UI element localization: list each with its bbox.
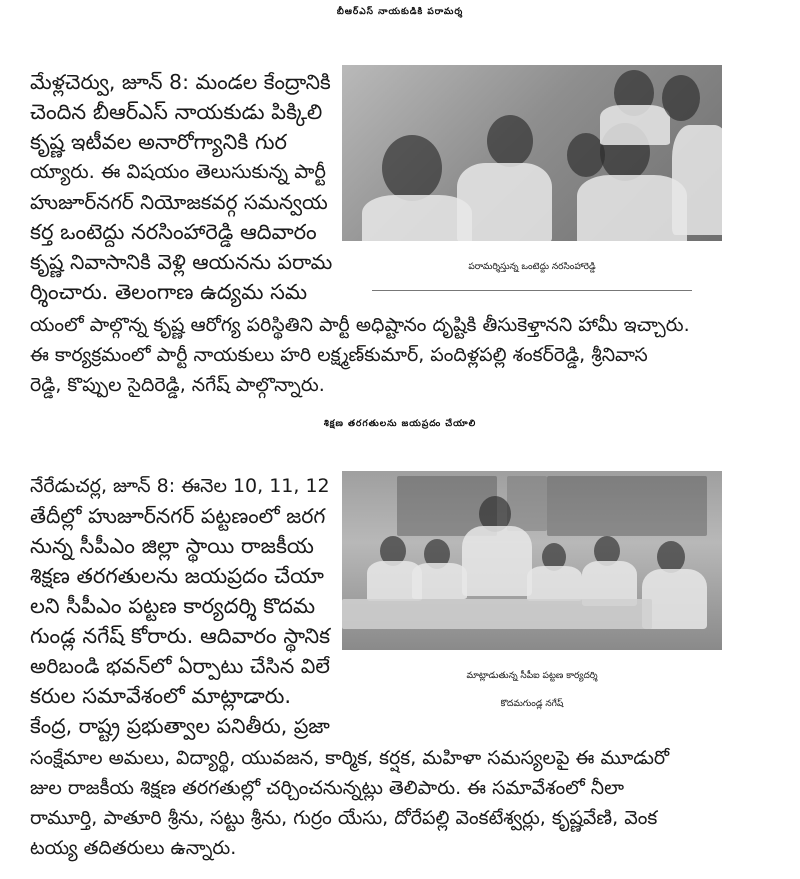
article1-line: కృష్ణ నివాసానికి వెళ్లి ఆయనను పరామ bbox=[30, 250, 333, 274]
article2-photo-caption-line1: మాట్లాడుతున్న సీపీఐ పట్టణ కార్యదర్శి bbox=[466, 671, 598, 681]
article2-line: జుల రాజకీయ శిక్షణ తరగతుల్లో చర్చించనున్నట్లు తెలిపారు. ఈ సమావేశంలో నీలా bbox=[30, 777, 625, 799]
article2-headline: శిక్షణ తరగతులను జయప్రదం చేయాలి bbox=[323, 419, 477, 429]
article1-line: య్యారు. ఈ విషయం తెలుసుకున్న పార్టీ bbox=[30, 160, 326, 183]
article2-line: అరిబండి భవన్‌లో ఏర్పాటు చేసిన విలే bbox=[30, 654, 330, 678]
article1-line: హుజూర్‌నగర్ నియోజకవర్గ సమన్వయ bbox=[30, 190, 328, 214]
article2-line: తేదీల్లో హుజూర్‌నగర్ పట్టణంలో జరగ bbox=[30, 504, 326, 528]
article2-line: సంక్షేమాల అమలు, విద్యార్థి, యువజన, కార్మిక, కర్షక, మహిళా సమస్యలపై ఈ మూడురో bbox=[30, 747, 670, 769]
article2-line: శిక్షణ తరగతులను జయప్రదం చేయా bbox=[30, 564, 324, 588]
article2-photo-caption-line2: కొదమగుండ్ల నగేష్ bbox=[500, 699, 564, 709]
article2-line: గుండ్ల నగేష్ కోరారు. ఆదివారం స్థానిక bbox=[30, 624, 331, 648]
person-head bbox=[382, 135, 442, 201]
person-shirt bbox=[457, 163, 552, 241]
article1-line: చెందిన బీఆర్ఎస్ నాయకుడు పిక్కిలి bbox=[30, 100, 323, 124]
article1-line: ర్శించారు. తెలంగాణ ఉద్యమ సమ bbox=[30, 280, 308, 304]
background-poster bbox=[547, 476, 707, 536]
article2-line: కరుల సమావేశంలో మాట్లాడారు. bbox=[30, 684, 292, 708]
article2-line: కేంద్ర, రాష్ట్ర ప్రభుత్వాల పనితీరు, ప్రజా bbox=[30, 714, 330, 738]
person-shirt bbox=[600, 105, 670, 145]
article1-photo-caption: పరామర్శిస్తున్న ఒంటెద్దు నరసింహారెడ్డి bbox=[468, 262, 596, 272]
article1-photo bbox=[342, 65, 722, 241]
person-shirt bbox=[462, 526, 532, 596]
person-head bbox=[487, 115, 533, 167]
article2-line: టయ్య తదితరులు ఉన్నారు. bbox=[30, 837, 237, 859]
person-shirt bbox=[577, 175, 687, 241]
table bbox=[342, 599, 652, 629]
article1-line: ఈ కార్యక్రమంలో పార్టీ నాయకులు హరి లక్ష్మణ్‌కుమార్, పందిళ్లపల్లి శంకర్‌రెడ్డి, శ్రీనివాస bbox=[30, 344, 648, 366]
article1-line: మేళ్లచెర్వు, జూన్ 8: మండల కేంద్రానికి bbox=[30, 70, 331, 94]
article2-line: లని సీపీఎం పట్టణ కార్యదర్శి కొదమ bbox=[30, 594, 316, 618]
caption-underline bbox=[372, 290, 692, 291]
article1-line: కృష్ణ ఇటీవల అనారోగ్యానికి గుర bbox=[30, 130, 287, 154]
person-shirt bbox=[672, 125, 722, 235]
person-head bbox=[662, 75, 700, 121]
article2-line: నేరేడుచర్ల, జూన్ 8: ఈనెల 10, 11, 12 bbox=[30, 475, 330, 497]
background-poster bbox=[507, 476, 547, 531]
person-shirt bbox=[362, 195, 472, 241]
article2-line: నున్న సీపీఎం జిల్లా స్థాయి రాజకీయ bbox=[30, 534, 314, 558]
article1-line: కర్త ఒంటెద్దు నరసింహారెడ్డి ఆదివారం bbox=[30, 220, 317, 244]
article1-line: రెడ్డి, కొప్పుల సైదిరెడ్డి, నగేష్ పాల్గొన్నారు. bbox=[30, 374, 325, 396]
article1-line: యంలో పాల్గొన్న కృష్ణ ఆరోగ్య పరిస్థితిని పార్టీ అధిష్టానం దృష్టికి తీసుకెళ్తానని హామీ ఇచ్చారు. bbox=[30, 314, 690, 336]
article2-photo bbox=[342, 471, 722, 650]
article2-line: రామూర్తి, పాతూరి శ్రీను, సట్టు శ్రీను, గుర్రం యేసు, దోరేపల్లి వెంకటేశ్వర్లు, కృష్ణవేణి, వెంక bbox=[30, 807, 658, 829]
person-shirt bbox=[527, 566, 582, 601]
person-shirt bbox=[412, 563, 467, 599]
article1-headline: బీఆర్ఎస్ నాయకుడికి పరామర్శ bbox=[336, 7, 464, 17]
